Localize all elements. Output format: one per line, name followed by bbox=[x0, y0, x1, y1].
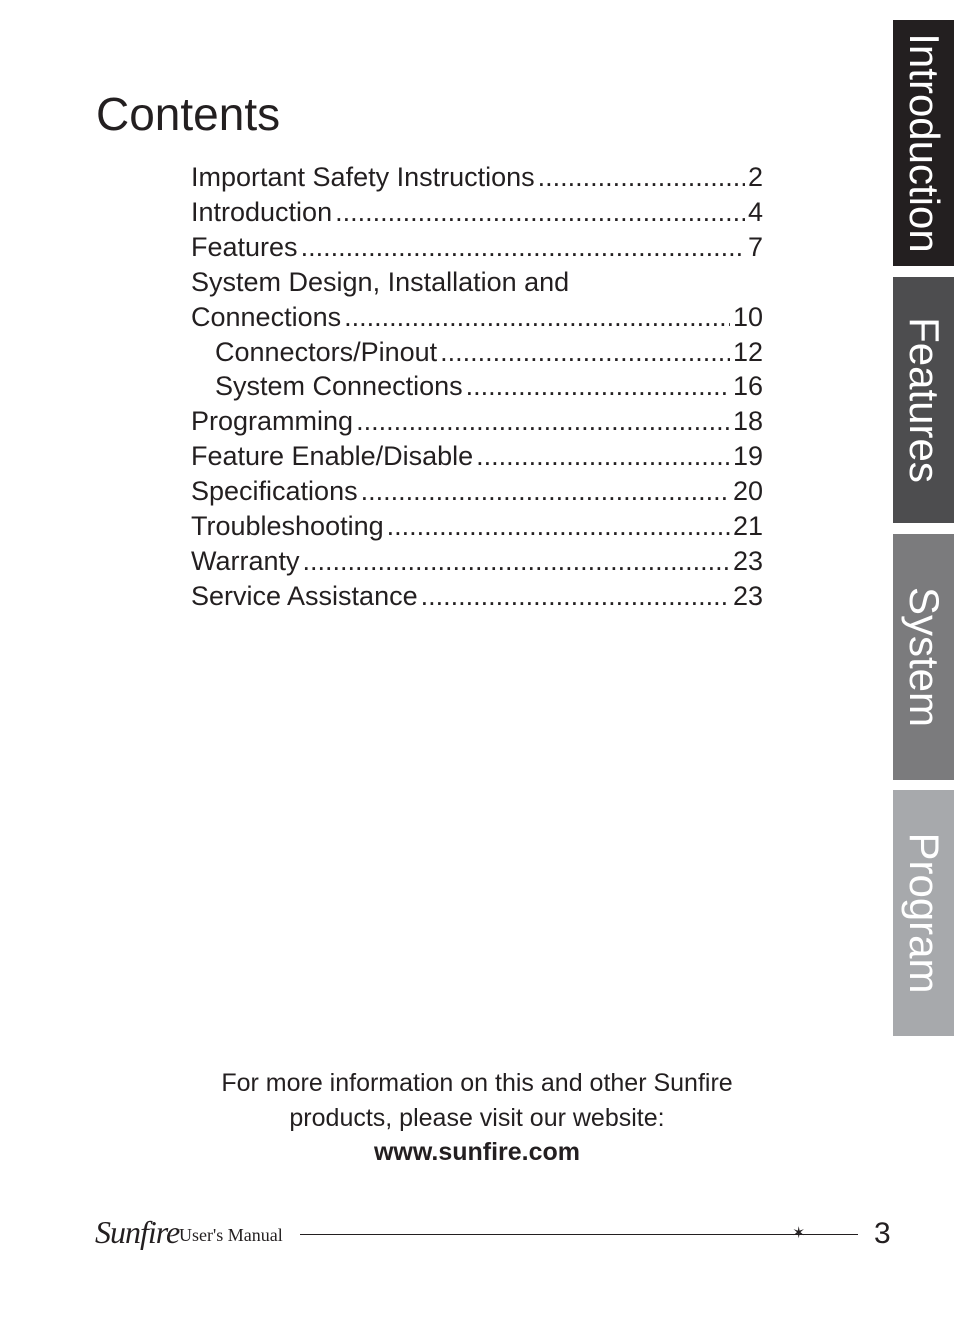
toc-subentry[interactable] bbox=[191, 335, 763, 370]
toc-subentry[interactable] bbox=[191, 369, 763, 404]
toc-entry-page: 10 bbox=[732, 301, 763, 332]
tab-label: Program bbox=[900, 832, 948, 994]
toc-entry[interactable] bbox=[191, 160, 763, 195]
toc-entry-label: Troubleshooting bbox=[191, 511, 384, 542]
tab-program[interactable] bbox=[893, 790, 954, 1036]
toc-entry-page: 18 bbox=[732, 406, 763, 437]
tab-label: System bbox=[900, 586, 948, 728]
website-note-line: products, please visit our website: bbox=[289, 1103, 665, 1132]
toc-entry[interactable] bbox=[191, 474, 763, 509]
brand-logo: Sunfire bbox=[95, 1214, 180, 1250]
footer-rule bbox=[300, 1234, 858, 1235]
table-of-contents bbox=[191, 160, 763, 614]
toc-leader-dots bbox=[301, 230, 745, 265]
toc-entry-label: Programming bbox=[191, 406, 354, 437]
toc-leader-dots bbox=[335, 195, 745, 230]
toc-entry[interactable] bbox=[191, 300, 763, 335]
website-note bbox=[0, 1066, 954, 1170]
toc-entry-label: System Design, Installation and bbox=[191, 266, 570, 297]
page-title: Contents bbox=[96, 88, 281, 140]
toc-leader-dots bbox=[303, 544, 730, 579]
toc-entry-page: 7 bbox=[747, 231, 763, 262]
toc-entry-page: 23 bbox=[732, 580, 763, 611]
toc-entry[interactable] bbox=[191, 544, 763, 579]
toc-leader-dots bbox=[538, 160, 745, 195]
tab-features[interactable] bbox=[893, 277, 954, 523]
tab-label: Introduction bbox=[900, 33, 948, 253]
toc-leader-dots bbox=[361, 474, 730, 509]
toc-entry-label: Warranty bbox=[191, 545, 300, 576]
tab-label: Features bbox=[900, 317, 948, 483]
toc-leader-dots bbox=[387, 509, 730, 544]
toc-entry-page: 16 bbox=[732, 371, 763, 402]
toc-entry[interactable] bbox=[191, 404, 763, 439]
toc-entry-label: Features bbox=[191, 231, 298, 262]
toc-entry-page: 4 bbox=[747, 196, 763, 227]
toc-entry[interactable] bbox=[191, 439, 763, 474]
star-icon: ✶ bbox=[792, 1225, 806, 1242]
toc-entry-page: 19 bbox=[732, 441, 763, 472]
toc-leader-dots bbox=[356, 404, 730, 439]
manual-label: User's Manual bbox=[179, 1225, 283, 1245]
toc-entry-label: System Connections bbox=[215, 371, 463, 402]
toc-entry-page: 2 bbox=[747, 162, 763, 192]
website-note-line: For more information on this and other Sunfire bbox=[221, 1069, 733, 1097]
toc-entry-label: Service Assistance bbox=[191, 580, 418, 611]
toc-entry[interactable] bbox=[191, 195, 763, 230]
toc-entry-page: 23 bbox=[732, 545, 763, 576]
toc-entry-label: Feature Enable/Disable bbox=[191, 441, 474, 472]
toc-entry[interactable] bbox=[191, 579, 763, 614]
toc-leader-dots bbox=[476, 439, 730, 474]
toc-entry[interactable] bbox=[191, 230, 763, 265]
tab-introduction[interactable] bbox=[893, 20, 954, 266]
toc-entry-page: 12 bbox=[732, 336, 763, 367]
toc-entry-page: 20 bbox=[732, 476, 763, 507]
toc-entry-label: Important Safety Instructions bbox=[191, 162, 535, 192]
toc-leader-dots bbox=[466, 369, 730, 404]
toc-entry-label: Connections bbox=[191, 301, 342, 332]
tab-system[interactable] bbox=[893, 534, 954, 780]
website-link[interactable]: www.sunfire.com bbox=[373, 1138, 581, 1166]
toc-leader-dots bbox=[440, 335, 730, 370]
toc-leader-dots bbox=[421, 579, 730, 614]
toc-entry[interactable] bbox=[191, 509, 763, 544]
toc-leader-dots bbox=[344, 300, 730, 335]
toc-entry-label: Introduction bbox=[191, 196, 333, 227]
toc-entry-label: Connectors/Pinout bbox=[215, 336, 438, 367]
toc-entry-label: Specifications bbox=[191, 476, 358, 507]
page-footer bbox=[95, 1212, 895, 1256]
toc-entry-page: 21 bbox=[732, 511, 763, 542]
toc-entry[interactable] bbox=[191, 265, 763, 300]
page-number: 3 bbox=[874, 1217, 891, 1250]
